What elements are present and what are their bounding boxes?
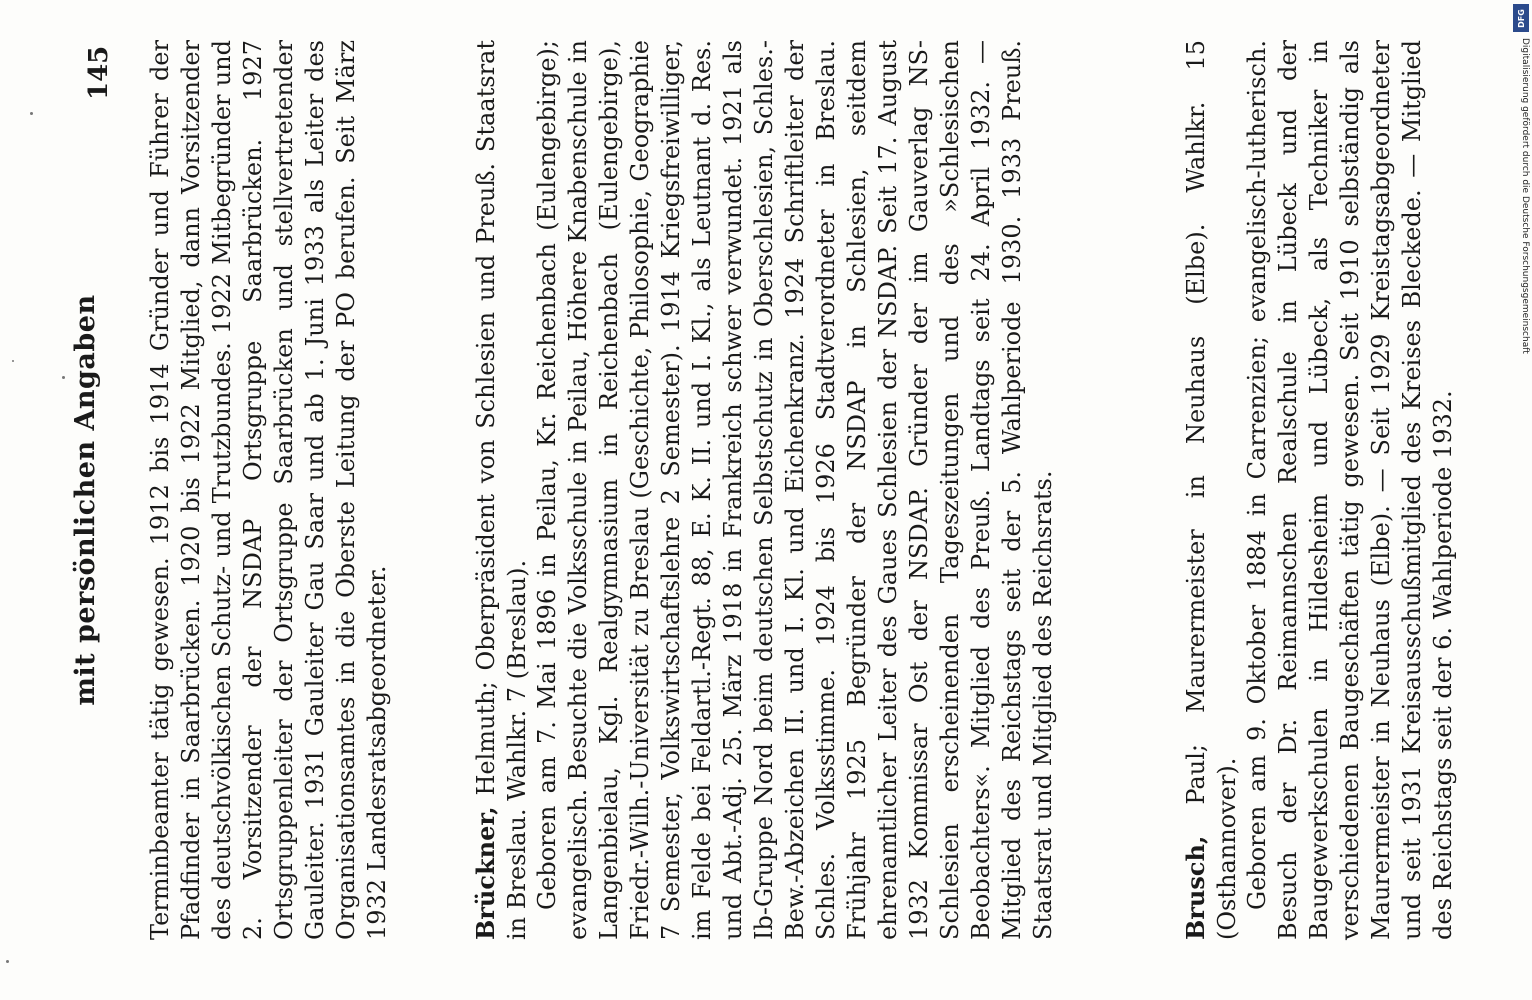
entry-brusch-text: Geboren am 9. Oktober 1884 in Carrenzien; evangelisch-lutherisch. Besuch der Dr. Reimannschen Realschule in Lübeck und der Baugewerkschulen in Hildesheim und Lübeck, als Techniker in verschiedenen Baugeschäften tätig gewesen. Seit 1910 selbständig als Maurermeister in Neuhaus (Elbe). — Seit 1929 Kreistagsabgeordneter und seit 1931 Kreisausschußmitglied des Kreises Bleckede. — Mitglied des Reichstags seit der 6. Wahlperiode 1932. [1243,40,1457,940]
dfg-logo-text: DFG [1516,8,1526,28]
entry-brusch-title: Paul; Maurermeister in Neuhaus (Elbe). Wahlkr. 15 (Osthannover). [1182,40,1241,940]
scan-speck [12,360,14,362]
entry-brusch-name: Brusch, [1181,835,1210,940]
scan-speck [6,960,9,963]
scan-speck [62,376,65,379]
entry-brueckner-title: Helmuth; Oberpräsident von Schlesien und Preuß. Staatsrat in Breslau. Wahlkr. 7 (Breslau). [472,40,531,940]
entry-brueckner-name: Brückner, [471,806,500,940]
scan-speck [30,112,33,115]
entry-brusch-heading [1180,40,1243,940]
running-title: mit persönlichen Angaben [70,294,101,706]
dfg-credit-text: Digitalisierung gefördert durch die Deutsche Forschungsgemeinschaft [1520,38,1530,354]
page-number: 145 [84,45,114,100]
entry-brueckner-text: Geboren am 7. Mai 1896 in Peilau, Kr. Reichenbach (Eulengebirge); evangelisch. Besuchte die Volksschule in Peilau, Höhere Knabenschule in Langenbielau, Kgl. Realgymnasium in Reichenbach (Eulengebirge), Friedr.-Wilh.-Universität zu Breslau (Geschichte, Philosophie, Geographie 7 Semester, Volkswirtschaftslehre 2 Semester). 1914 Kriegsfreiwilliger, im Felde bei Feldartl.-Regt. 88, E. K. II. und I. Kl., als Leutnant d. Res. und Abt.-Adj. 25. März 1918 in Frankreich schwer verwundet. 1921 als Ib-Gruppe Nord beim deutschen Selbstschutz in Oberschlesien, Schles.-Bew.-Abzeichen II. und I. Kl. und Eichenkranz. 1924 Schriftleiter der Schles. Volksstimme. 1924 bis 1926 Stadtverordneter in Breslau. Frühjahr 1925 Begründer der NSDAP in Schlesien, seitdem ehrenamtlicher Leiter des Gaues Schlesien der NSDAP. Seit 17. August 1932 Kommissar Ost der NSDAP. Gründer der im Gauverlag NS-Schlesien erscheinenden Tageszeitungen und des »Schlesischen Beobachters«. Mitglied des Preuß. Landtags seit 24. April 1932. — Mitglied des Reichstags seit der 5. Wahlperiode 1930. 1933 Preuß. Staatsrat und Mitglied des Reichsrats. [533,40,1057,940]
entry-continuation-text: Terminbeamter tätig gewesen. 1912 bis 1914 Gründer und Führer der Pfadfinder in Saarbrücken. 1920 bis 1922 Mitglied, dann Vorsitzender des deutschvölkischen Schutz- und Trutzbundes. 1922 Mitbegründer und 2. Vorsitzender der NSDAP Ortsgruppe Saarbrücken. 1927 Ortsgruppenleiter der Ortsgruppe Saarbrücken und stellvertretender Gauleiter. 1931 Gauleiter Gau Saar und ab 1. Juni 1933 als Leiter des Organisationsamtes in die Oberste Leitung der PO berufen. Seit März 1932 Landesratsabgeordneter. [146,40,391,940]
entry-brueckner-heading [470,40,533,940]
dfg-credit [1512,4,1530,404]
dfg-logo-icon [1513,4,1529,32]
